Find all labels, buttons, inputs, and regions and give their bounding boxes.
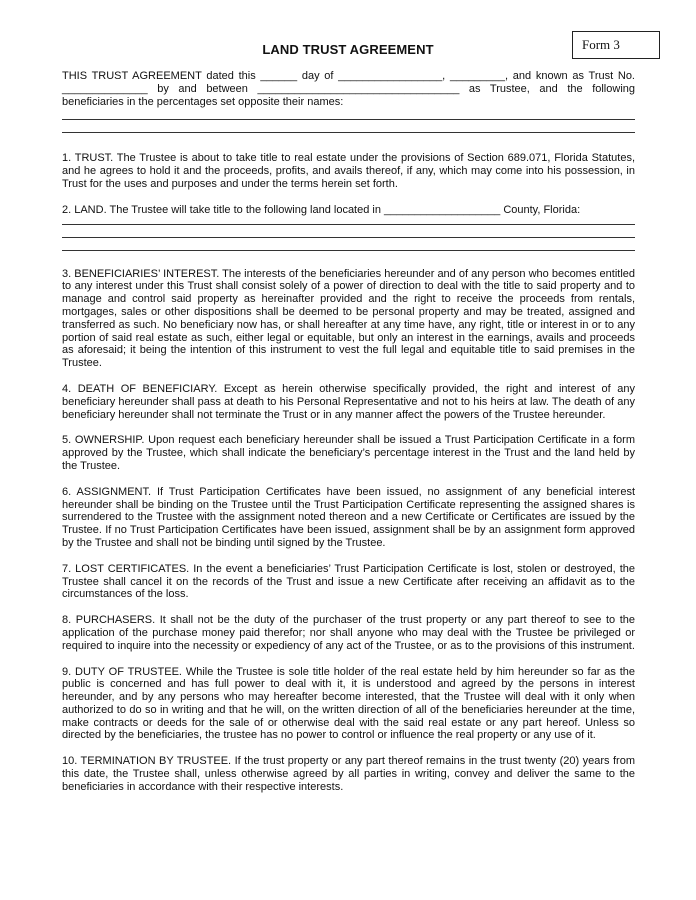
section-5-ownership: 5. OWNERSHIP. Upon request each beneficiary hereunder shall be issued a Trust Participation Certificate in a form approved by the Trustee, which shall indicate the beneficiary’s percentage interest in the Trust and the land held by the Trustee. (62, 434, 635, 472)
section-1-trust: 1. TRUST. The Trustee is about to take title to real estate under the provisions of Section 689.071, Florida Statutes, and he agrees to hold it and the proceeds, profits, and avails thereof, if any, which may come into his possession, in Trust for the uses and purposes and under the terms herein set forth. (62, 152, 635, 190)
section-4-death-of-beneficiary: 4. DEATH OF BENEFICIARY. Except as herein otherwise specifically provided, the right and interest of any beneficiary hereunder shall pass at death to his Personal Representative and not to his heirs at law. The death of any beneficiary hereunder shall not terminate the Trust or in any manner affect the powers of the Trustee hereunder. (62, 382, 635, 421)
section-9-duty-of-trustee: 9. DUTY OF TRUSTEE. While the Trustee is sole title holder of the real estate held by him hereunder so far as the public is concerned and has full power to deal with it, it is understood and agreed by the persons in interest hereunder, and by any persons who may hereafter become interested, that the Trustee will deal with it only when authorized to do so in writing and that he will, on the written direction of all of the beneficiaries hereunder at the time, make contracts or deeds for the sale of or otherwise deal with the said real estate or any part hereof. Unless so directed by the beneficiaries, the trustee has no power to control or influence the real property or any use of it. (62, 665, 635, 742)
section-7-lost-certificates: 7. LOST CERTIFICATES. In the event a beneficiaries’ Trust Participation Certificate is lost, stolen or destroyed, the Trustee shall cancel it on the records of the Trust and issue a new Certificate after receiving an affidavit as to the circumstances of the loss. (62, 562, 635, 601)
section-10-termination-by-trustee: 10. TERMINATION BY TRUSTEE. If the trust property or any part thereof remains in the trust twenty (20) years from this date, the Trustee shall, unless otherwise agreed by all parties in writing, convey and deliver the same to the beneficiaries in accordance with their respective interests. (62, 755, 635, 793)
land-description-line-1[interactable] (62, 224, 635, 225)
land-description-line-2[interactable] (62, 237, 635, 238)
document-title: LAND TRUST AGREEMENT (262, 42, 434, 57)
document-body (62, 70, 635, 794)
intro-paragraph: THIS TRUST AGREEMENT dated this ______ day of _________________, _________, and known as Trust No. ______________ by and between _________________________________ as Trustee, and the following beneficiaries in the percentages set opposite their names: (62, 70, 635, 108)
section-6-assignment: 6. ASSIGNMENT. If Trust Participation Certificates have been issued, no assignment of any beneficial interest hereunder shall be binding on the Trustee until the Trust Participation Certificate representing the assigned shares is surrendered to the Trustee with the assignment noted thereon and a new Certificate or Certificates are issued by the Trustee. If no Trust Participation Certificates have been issued, assignment shall be by an assignment form approved by the Trustee and shall not be binding until signed by the Trustee. (62, 485, 635, 549)
section-2-land: 2. LAND. The Trustee will take title to the following land located in ___________________ County, Florida: (62, 203, 581, 216)
beneficiary-line-1[interactable] (62, 119, 635, 120)
form-number-label: Form 3 (582, 37, 620, 52)
section-8-purchasers: 8. PURCHASERS. It shall not be the duty of the purchaser of the trust property or any part thereof to see to the application of the purchase money paid therefor; nor shall anyone who may deal with the Trustee be privileged or required to inquire into the necessity or expediency of any act of the Trustee, or as to the provisions of this instrument. (62, 614, 635, 652)
section-3-beneficiaries-interest: 3. BENEFICIARIES’ INTEREST. The interests of the beneficiaries hereunder and of any person who becomes entitled to any interest under this Trust shall consist solely of a power of direction to deal with the title to said property and to manage and control said property as hereinafter provided and the right to receive the proceeds from rentals, mortgages, sales or other dispositions shall be deemed to be personal property and may be treated, assigned and transferred as such. No beneficiary now has, or shall hereafter at any time have, any right, title or interest in or to any portion of said real estate as such, either legal or equitable, but only an interest in the earnings, avails and proceeds as aforesaid; it being the intention of this instrument to vest the full legal and equitable title to said premises in the Trustee. (62, 267, 635, 370)
